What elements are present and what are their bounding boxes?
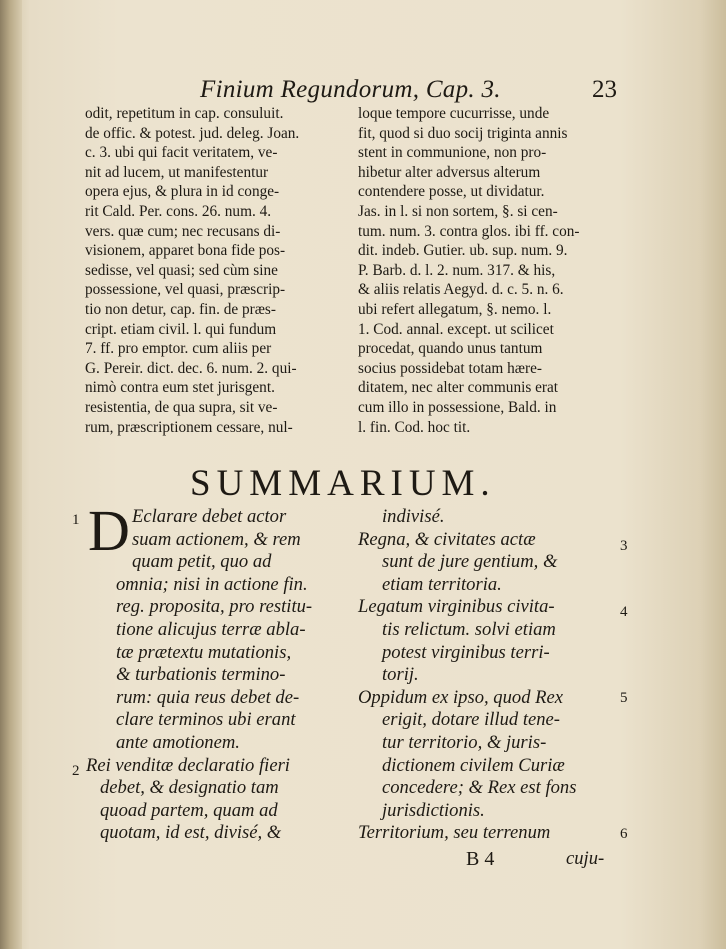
text-line: odit, repetitum in cap. consuluit.: [85, 105, 284, 122]
summary-line: debet, & designatio tam: [100, 777, 279, 799]
summary-line: tis relictum. solvi etiam: [382, 618, 556, 640]
summary-line: dictionem civilem Curiæ: [382, 754, 565, 776]
text-line: ubi refert allegatum, §. nemo. l.: [358, 300, 552, 318]
text-line: Jas. in l. si non sortem, §. si cen-: [358, 202, 558, 220]
summary-line: sunt de jure gentium, &: [382, 551, 558, 573]
page-number: 23: [592, 76, 617, 103]
summary-line: torij.: [382, 664, 419, 686]
binding-gutter: [0, 0, 22, 949]
summary-line: concedere; & Rex est fons: [382, 777, 577, 799]
summary-line: potest virginibus terri-: [382, 641, 550, 663]
text-line: opera ejus, & plura in id conge-: [85, 183, 280, 201]
summary-line: Oppidum ex ipso, quod Rex: [358, 686, 564, 708]
text-line: dit. indeb. Gutier. ub. sup. num. 9.: [358, 242, 568, 260]
text-line: de offic. & potest. jud. deleg. Joan.: [85, 124, 300, 142]
margin-number-1: 1: [72, 512, 80, 528]
text-line: procedat, quando unus tantum: [358, 340, 543, 358]
text-line: loque tempore cucurrisse, unde: [358, 105, 550, 122]
summarium-right-column: [358, 506, 618, 845]
text-line: possessione, vel quasi, præscrip-: [85, 281, 286, 299]
text-line: tio non detur, cap. fin. de præs-: [85, 300, 276, 318]
summary-line: quoad partem, quam ad: [100, 799, 278, 821]
summary-line: Territorium, seu terrenum: [358, 822, 551, 844]
text-line: visionem, apparet bona fide pos-: [85, 242, 286, 260]
text-line: & aliis relatis Aegyd. d. c. 5. n. 6.: [358, 281, 564, 299]
text-line: sedisse, vel quasi; sed cùm sine: [85, 261, 278, 279]
summary-line: etiam territoria.: [382, 573, 502, 595]
summary-line: tur territorio, & juris-: [382, 731, 547, 753]
catchword: cuju-: [566, 848, 605, 869]
summary-line: Legatum virginibus civita-: [358, 596, 555, 618]
text-line: ditatem, nec alter communis erat: [358, 379, 559, 397]
margin-number-2: 2: [72, 763, 80, 779]
summary-line: Eclarare debet actor: [132, 506, 287, 527]
summary-line: Rei venditæ declaratio fieri: [86, 754, 290, 776]
summary-line: erigit, dotare illud tene-: [382, 709, 560, 731]
summary-line: tione alicujus terræ abla-: [116, 618, 306, 640]
summary-line: & turbationis termino-: [116, 664, 286, 686]
left-text-column: [85, 104, 350, 437]
text-line: vers. quæ cum; nec recusans di-: [85, 222, 281, 240]
summary-line: reg. proposita, pro restitu-: [116, 596, 313, 618]
text-line: resistentia, de qua supra, sit ve-: [85, 398, 278, 416]
summary-line: Regna, & civitates actæ: [358, 528, 536, 550]
text-line: cript. etiam civil. l. qui fundum: [85, 320, 277, 338]
text-line: c. 3. ubi qui facit veritatem, ve-: [85, 144, 278, 162]
margin-number-6: 6: [620, 826, 628, 842]
summary-line: clare terminos ubi erant: [116, 709, 296, 731]
text-line: nimò contra eum stet jurisgent.: [85, 379, 275, 397]
text-line: rum, præscriptionem cessare, nul-: [85, 418, 293, 436]
text-line: stent in communione, non pro-: [358, 144, 547, 162]
running-head: Finium Regundorum, Cap. 3.: [200, 76, 501, 103]
summary-line: omnia; nisi in actione fin.: [116, 573, 308, 595]
margin-number-4: 4: [620, 604, 628, 620]
text-line: l. fin. Cod. hoc tit.: [358, 418, 471, 436]
summary-line: rum: quia reus debet de-: [116, 686, 300, 708]
summary-line: quotam, id est, divisé, &: [100, 822, 282, 844]
summarium-heading: SUMMARIUM.: [190, 463, 496, 504]
summary-line: ante amotionem.: [116, 731, 240, 753]
summary-line: suam actionem, & rem: [132, 528, 301, 550]
summary-line: quam petit, quo ad: [132, 551, 272, 573]
drop-cap: D: [88, 498, 130, 563]
text-line: P. Barb. d. l. 2. num. 317. & his,: [358, 261, 556, 279]
text-line: socius possidebat totam hære-: [358, 359, 542, 377]
text-line: 7. ff. pro emptor. cum aliis per: [85, 340, 272, 358]
text-line: 1. Cod. annal. except. ut scilicet: [358, 320, 554, 338]
summary-line: jurisdictionis.: [382, 799, 485, 821]
text-line: contendere posse, ut dividatur.: [358, 183, 545, 201]
text-line: hibetur alter adversus alterum: [358, 163, 541, 181]
margin-number-5: 5: [620, 690, 628, 706]
text-line: fit, quod si duo socij triginta annis: [358, 124, 568, 142]
right-text-column: [358, 104, 622, 437]
summary-line: indivisé.: [382, 506, 445, 527]
text-line: tum. num. 3. contra glos. ibi ff. con-: [358, 222, 580, 240]
text-line: rit Cald. Per. cons. 26. num. 4.: [85, 202, 272, 220]
text-line: nit ad lucem, ut manifestentur: [85, 163, 269, 181]
margin-number-3: 3: [620, 538, 628, 554]
summary-line: tæ prætextu mutationis,: [116, 641, 292, 663]
signature-mark: B 4: [466, 848, 495, 870]
text-line: G. Pereir. dict. dec. 6. num. 2. qui-: [85, 359, 297, 377]
text-line: cum illo in possessione, Bald. in: [358, 398, 557, 416]
summarium-left-column: [86, 506, 357, 845]
